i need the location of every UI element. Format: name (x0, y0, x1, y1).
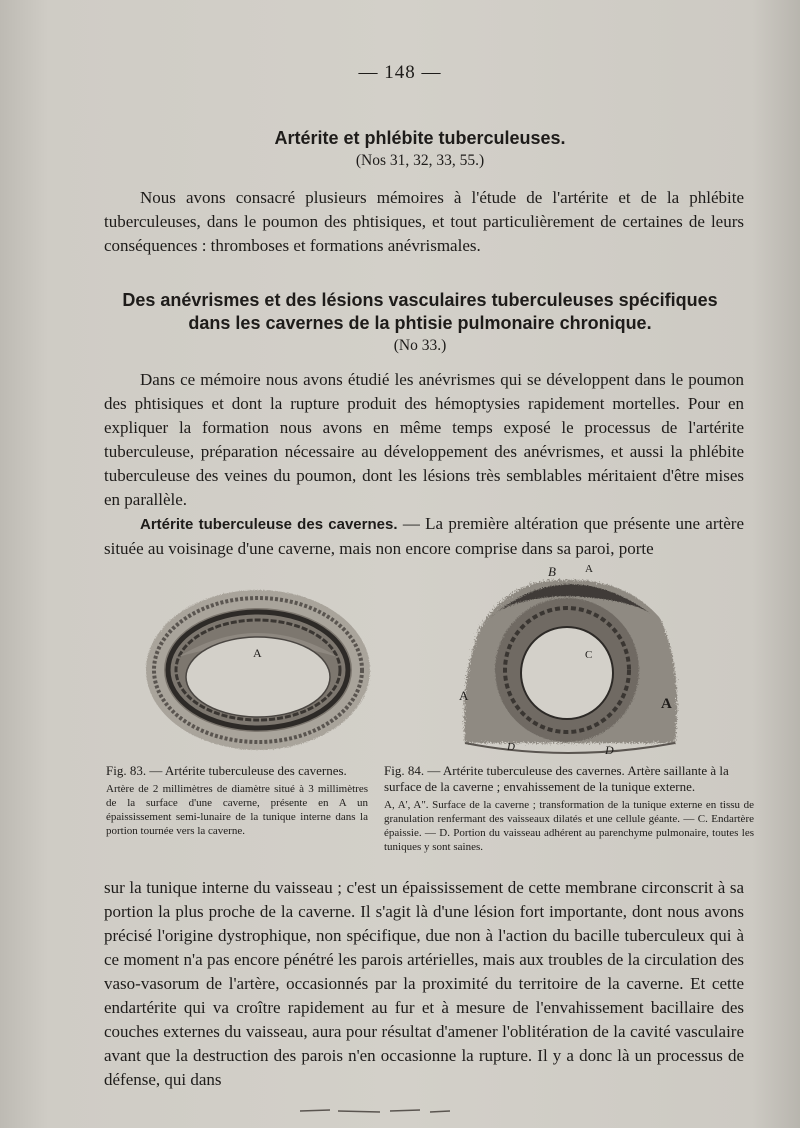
figure-83-illustration (138, 585, 378, 755)
section-title-anevrismes-line2: dans les cavernes de la phtisie pulmonaire chronique. (188, 313, 652, 333)
page-number: — 148 — (358, 62, 442, 83)
paragraph-anevrismes-text: Dans ce mémoire nous avons étudié les anévrismes qui se développent dans le poumon des phtisiques et dont la rupture produit des hémoptysies rapidement mortelles. Pour en expliquer la formation nous avons en même temps exposé le processus de l'artérite tuberculeuse, préparation nécessaire au développement des anévrismes, et aussi la phlébite tuberculeuse des veines du poumon, dont les lésions très semblables méritaient d'être mises en parallèle. (104, 370, 744, 509)
fig84-label-d-left: D (507, 741, 515, 753)
figure-84-illustration (455, 558, 685, 758)
bottom-ink-mark (300, 1108, 500, 1114)
paragraph-anevrismes (104, 368, 744, 561)
figure-83-caption (106, 763, 368, 838)
fig84-label-d-right: D (605, 743, 614, 757)
section-title-anevrismes-line1: Des anévrismes et des lésions vasculaires tuberculeuses spécifiques (122, 290, 718, 310)
figure-84-caption-title: Fig. 84. — Artérite tuberculeuse des cavernes. Artère saillante à la surface de la caverne ; envahissement de la tunique externe. (384, 763, 729, 794)
fig84-label-a-top: A (585, 563, 593, 575)
bold-lead-heading: Artérite tuberculeuse des cavernes. (140, 516, 398, 533)
figure-84-caption-body: A, A', A". Surface de la caverne ; transformation de la tunique externe en tissu de granulation renfermant des vaisseaux dilatés et une cellule géante. — C. Endartère épaissie. — D. Portion du vaisseau adhérent au parenchyme pulmonaire, toutes les tuniques y sont saines. (384, 799, 754, 853)
lead-text: — La première altération que présente une artère située au voisinage d'une caverne, mais non encore comprise dans sa paroi, porte (104, 514, 744, 558)
fig84-label-b: B (548, 564, 556, 579)
paragraph-arterite-cavernes (104, 512, 744, 561)
fig84-label-c: C (585, 649, 593, 661)
figure-83-caption-title: Fig. 83. — Artérite tuberculeuse des cavernes. (106, 763, 347, 778)
fig83-label-a: A (253, 646, 262, 660)
paragraph-continuation-text: sur la tunique interne du vaisseau ; c'est un épaississement de cette membrane circonscrit à sa portion la plus proche de la caverne. Il s'agit là d'une lésion fort importante, dont nous avons précisé l'origine dystrophique, non spécifique, due non à l'action du bacille tuberculeux qui à ce moment n'a pas encore pénétré les parois artérielles, mais aux troubles de la circulation des vaso-vasorum de l'artère, occasionnés par la proximité du territoire de la caverne. Et cette endartérite qui va croître rapidement au fur et à mesure de l'envahissement bacillaire des couches externes du vaisseau, aura pour résultat d'amener l'oblitération de la cavité vasculaire avant que la destruction des parois n'en occasionne la rupture. Il y a donc là un processus de défense, qui dans (104, 878, 744, 1089)
section-ref-1: (Nos 31, 32, 33, 55.) (355, 152, 485, 169)
paragraph-continuation (104, 876, 744, 1092)
fig84-label-a-left: A (459, 688, 469, 703)
figure-84-caption (384, 763, 754, 854)
paragraph-intro-text: Nous avons consacré plusieurs mémoires à l'étude de l'artérite et de la phlébite tuberculeuses, dans le poumon des phtisiques, et tout particulièrement de certaines de leurs conséquences : thromboses et formations anévrismales. (104, 188, 744, 255)
figure-83-caption-body: Artère de 2 millimètres de diamètre situé à 3 millimètres de la surface d'une caverne, présente en A un épaississement semi-lunaire de la tunique interne dans la portion tournée vers la caverne. (106, 783, 368, 837)
paragraph-intro (104, 186, 744, 258)
fig84-label-a-right: A (661, 696, 672, 712)
section-ref-2: (No 33.) (393, 337, 447, 354)
section-title-arterite: Artérite et phlébite tuberculeuses. (274, 128, 566, 148)
